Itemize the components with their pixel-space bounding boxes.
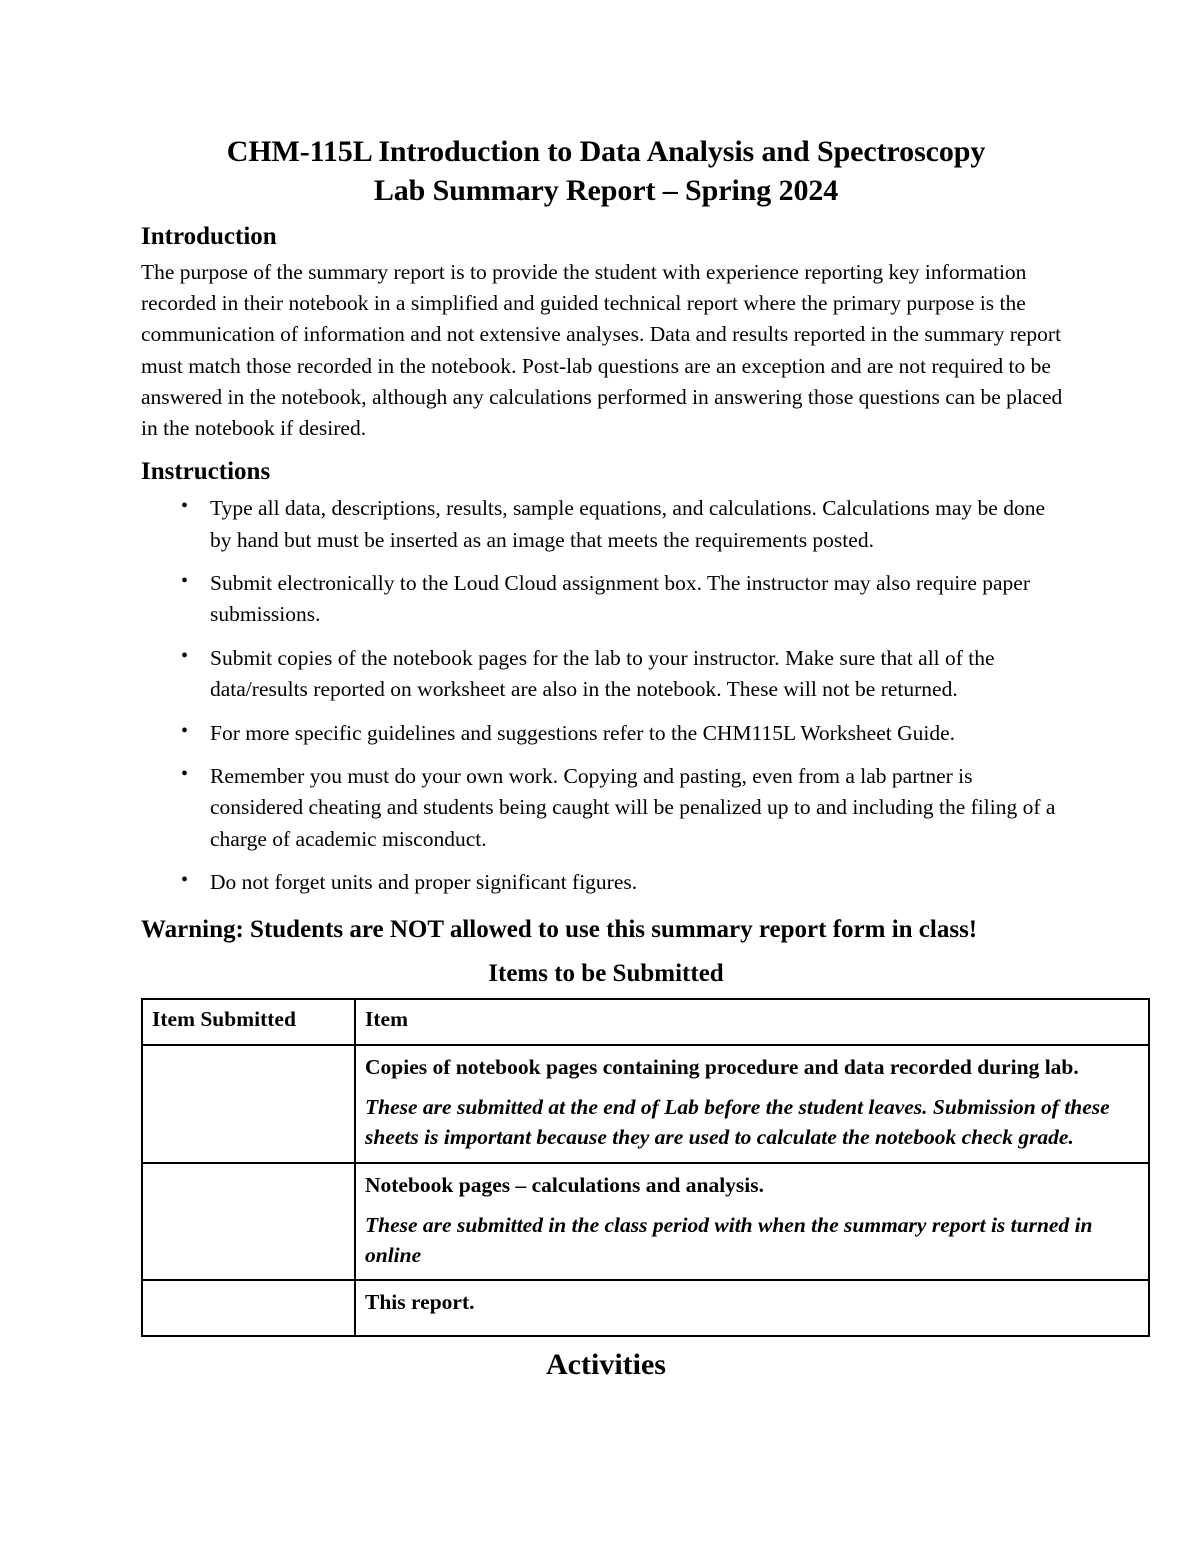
- cell-item-note-text: These are submitted at the end of Lab before the student leaves. Submission of these sheets is important because they are used to calculate the notebook check grade.: [365, 1094, 1110, 1150]
- cell-item-main-text: Copies of notebook pages containing procedure and data recorded during lab.: [365, 1054, 1079, 1079]
- page-title: [141, 132, 1071, 210]
- cell-item-main-text: This report.: [365, 1289, 475, 1314]
- table-header: [142, 999, 1149, 1045]
- table-row: [142, 1280, 1149, 1336]
- cell-item: [355, 1045, 1149, 1163]
- items-table-caption: Items to be Submitted: [488, 960, 724, 988]
- cell-item-submitted[interactable]: [142, 1045, 355, 1163]
- instructions-list: [141, 493, 1071, 898]
- list-item: • Type all data, descriptions, results, sample equations, and calculations. Calculations may be done by hand but must be inserted as an image that meets the requirements posted.: [141, 493, 1061, 556]
- table-row: [142, 1045, 1149, 1163]
- cell-item: [355, 1163, 1149, 1280]
- activities-heading: Activities: [546, 1347, 666, 1381]
- cell-item-submitted[interactable]: [142, 1163, 355, 1280]
- document-content: [141, 132, 1110, 1383]
- introduction-heading: Introduction: [141, 223, 277, 250]
- list-item: • Submit electronically to the Loud Cloud assignment box. The instructor may also require paper submissions.: [141, 568, 1061, 631]
- table-header-row: [142, 999, 1149, 1045]
- column-header-item: Item: [355, 999, 1149, 1045]
- column-header-item-submitted: Item Submitted: [142, 999, 355, 1045]
- cell-item-note-text: These are submitted in the class period with when the summary report is turned in online: [365, 1212, 1093, 1268]
- list-item: • For more specific guidelines and suggestions refer to the CHM115L Worksheet Guide.: [141, 718, 1061, 749]
- introduction-paragraph: The purpose of the summary report is to provide the student with experience reporting key information recorded in their notebook in a simplified and guided technical report where the primary purpose is the communication of information and not extensive analyses. Data and results reported in the summary report must match those recorded in the notebook. Post-lab questions are an exception and are not required to be answered in the notebook, although any calculations performed in answering those questions can be placed in the notebook if desired.: [141, 259, 1063, 441]
- items-to-be-submitted-table: [141, 998, 1150, 1337]
- cell-item-submitted[interactable]: [142, 1280, 355, 1336]
- cell-item: [355, 1280, 1149, 1336]
- cell-item-main-text: Notebook pages – calculations and analysis.: [365, 1172, 765, 1197]
- list-item: • Do not forget units and proper significant figures.: [141, 867, 1061, 898]
- warning-notice: Warning: Students are NOT allowed to use this summary report form in class!: [141, 916, 978, 944]
- table-body: [142, 1045, 1149, 1336]
- list-item: • Submit copies of the notebook pages for the lab to your instructor. Make sure that all of the data/results reported on worksheet are also in the notebook. These will not be returned.: [141, 643, 1061, 706]
- title-line-2: Lab Summary Report – Spring 2024: [373, 174, 839, 207]
- list-item: • Remember you must do your own work. Copying and pasting, even from a lab partner is considered cheating and students being caught will be penalized up to and including the filing of a charge of academic misconduct.: [141, 761, 1061, 855]
- title-line-1: CHM-115L Introduction to Data Analysis and Spectroscopy: [226, 135, 986, 168]
- instructions-heading: Instructions: [141, 457, 271, 485]
- table-row: [142, 1163, 1149, 1280]
